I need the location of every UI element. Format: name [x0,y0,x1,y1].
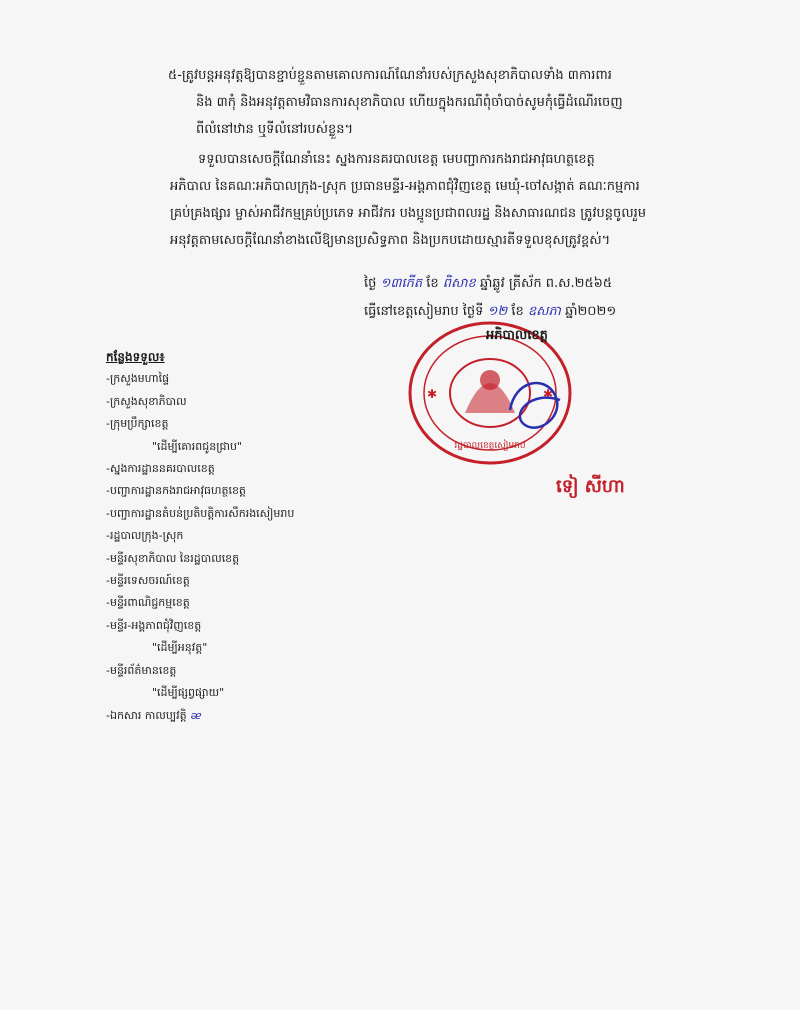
lunar-prefix: ថ្ងៃ [364,276,377,291]
solar-month: ឧសភា [527,304,561,319]
paragraph-5 [168,62,623,143]
recipient-item: -បញ្ជាការដ្ឋានកងរាជអាវុធហត្ថខេត្ត [106,484,246,498]
recipient-item: -មន្ទីរទេសចរណ៍ខេត្ត [106,574,190,588]
recipient-item: -មន្ទីរព័ត៌មានខេត្ត [106,663,177,677]
paragraph-5-line: ៥-ត្រូវបន្តអនុវត្តឱ្យបានខ្ជាប់ខ្ជួនតាមគោលការណ៍ណែនាំរបស់ក្រសួងសុខាភិបាលទាំង ៣ការពារ [168,68,612,83]
paragraph-5-line: និង ៣កុំ និងអនុវត្តតាមវិធានការសុខាភិបាល ហើយក្នុងករណីពុំចាំបាច់សូមកុំធ្វើដំណើរចេញ [196,95,623,110]
seal-label: រដ្ឋបាលខេត្តសៀមរាប [454,441,526,451]
recipient-item: -បញ្ជាការដ្ឋានតំបន់ប្រតិបត្តិការសឹករងសៀមរាប [106,506,295,520]
recipient-item: -មន្ទីរ-អង្គភាពជុំវិញខេត្ត [106,618,202,632]
recipient-item: -មន្ទីរសុខាភិបាល នៃរដ្ឋបាលខេត្ត [106,551,240,565]
recipient-item: -មន្ទីរពាណិជ្ជកម្មខេត្ត [106,596,190,610]
recipient-item: -ឯកសារ កាលប្បវត្តិ [106,708,187,722]
place-prefix: ធ្វើនៅខេត្តសៀមរាប ថ្ងៃទី [364,304,484,319]
paragraph-closing-line: ទទួលបានសេចក្តីណែនាំនេះ ស្នងការនគរបាលខេត្ត មេបញ្ជាការកងរាជអាវុធហត្ថខេត្ត [198,152,595,167]
paragraph-5-line: ពីលំនៅឋាន ឬទីលំនៅរបស់ខ្លួន។ [196,122,354,137]
signer-title: អភិបាលខេត្ត [486,328,548,343]
paragraph-closing [170,146,646,254]
paragraph-closing-line: អនុវត្តតាមសេចក្តីណែនាំខាងលើឱ្យមានប្រសិទ្ធភាព និងប្រកបដោយស្មារតីទទួលខុសត្រូវខ្ពស់។ [170,233,611,248]
svg-text:✱: ✱ [427,387,438,401]
solar-year: ឆ្នាំ២០២១ [565,304,617,319]
signature-icon [500,370,570,440]
month-prefix: ខែ [511,304,524,319]
lunar-month: ពិសាខ [442,276,476,291]
paragraph-closing-line: គ្រប់គ្រងផ្សារ ម្ចាស់អាជីវកម្មគ្រប់ប្រភេទ អាជីវករ បងប្អូនប្រជាពលរដ្ឋ និងសាធារណជន ត្រូវបន្តចូលរួម [170,206,647,221]
recipient-note: "ដើម្បីគោរពជូនជ្រាប" [152,439,242,453]
recipient-item: -ស្នងការដ្ឋាននគរបាលខេត្ត [106,462,215,476]
recipient-item: -រដ្ឋបាលក្រុង-ស្រុក [106,529,184,543]
lunar-date-line [364,270,616,298]
recipient-note: "ដើម្បីអនុវត្ត" [152,641,208,655]
lunar-year: ឆ្នាំឆ្លូវ ត្រីស័ក ព.ស.២៥៦៥ [479,276,613,291]
handwritten-initial-icon: ᴂ [190,708,202,722]
recipient-item: -ក្រសួងសុខាភិបាល [106,394,187,408]
signer-name: ទៀ សីហា [556,476,625,497]
lunar-day: ១៣កើត [380,276,423,291]
svg-text:✱: ✱ [543,387,554,401]
lunar-month-prefix: ខែ [426,276,439,291]
recipient-note: "ដើម្បីផ្សព្វផ្សាយ" [152,686,225,700]
recipients-list [106,346,294,727]
recipient-item-archive [106,705,294,727]
paragraph-closing-line: អភិបាល នៃគណៈអភិបាលក្រុង-ស្រុក ប្រធានមន្ទីរ-អង្គភាពជុំវិញខេត្ត មេឃុំ-ចៅសង្កាត់ គណៈកម្មការ [170,179,640,194]
recipient-item: -ក្រសួងមហាផ្ទៃ [106,372,170,386]
solar-day: ១២ [487,304,508,319]
recipients-heading: កន្លែងទទួល៖ [106,350,165,364]
recipient-item: -ក្រុមប្រឹក្សាខេត្ត [106,417,169,431]
